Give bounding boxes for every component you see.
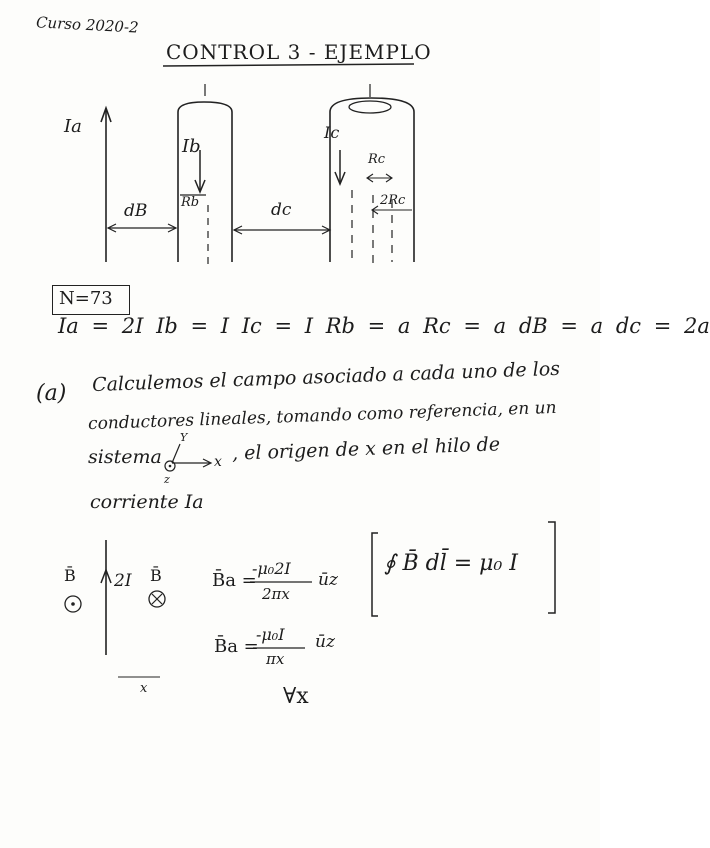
solution-line-4: corriente Ia <box>90 491 204 513</box>
label-ic: Ic <box>324 123 340 142</box>
eq1-numerator: -μ₀2I <box>252 559 291 578</box>
cylinder-b <box>178 102 232 262</box>
eq2-lhs: B̄a = <box>214 636 259 657</box>
solution-line-2: conductores lineales, tomando como referencia, en un <box>87 397 557 435</box>
n-box <box>52 285 130 315</box>
eq1-lhs: B̄a = <box>212 570 257 591</box>
part-label: (a) <box>36 381 67 406</box>
eq2-numerator: -μ₀I <box>256 625 285 644</box>
cylinder-c-hole <box>349 101 391 113</box>
cylinder-c <box>330 98 414 262</box>
label-rb: Rb <box>181 195 200 210</box>
title-underline <box>163 64 414 66</box>
bracket-right <box>548 522 555 613</box>
label-db: dB <box>124 201 148 221</box>
n-label: N=73 <box>59 288 113 309</box>
axis-y-arrow <box>172 444 180 463</box>
current-2i-label: 2I <box>114 571 132 591</box>
solution-line-3-start: sistema <box>88 446 162 468</box>
ampere-law: ∮ B̄ dl̄ = μ₀ I <box>384 551 518 576</box>
b-right-label: B̄ <box>150 566 162 585</box>
label-dc: dc <box>271 200 292 220</box>
axis-y-label: Y <box>180 431 188 444</box>
eq1-unit: ūz <box>318 570 338 590</box>
solution-line-3-end: , el origen de x en el hilo de <box>231 433 501 465</box>
page-title: CONTROL 3 - EJEMPLO <box>166 40 432 64</box>
axis-x-label: x <box>214 454 222 470</box>
label-ia: Ia <box>64 116 82 137</box>
label-2rc: 2Rc <box>380 193 406 208</box>
label-ib: Ib <box>182 136 201 157</box>
x-label: x <box>140 681 148 696</box>
forall-x: ∀x <box>283 684 309 709</box>
solution-line-1: Calculemos el campo asociado a cada uno de los <box>91 357 561 397</box>
label-rc: Rc <box>368 152 386 167</box>
b-left-label: B̄ <box>64 566 76 585</box>
bracket-left <box>372 533 378 616</box>
eq2-unit: ūz <box>315 632 335 652</box>
course-label: Curso 2020-2 <box>35 13 140 37</box>
axis-z-label: z <box>164 473 170 486</box>
problem-parameters: Ia = 2I Ib = I Ic = I Rb = a Rc = a dB = a dc = 2a <box>58 314 710 338</box>
eq1-denominator: 2πx <box>262 585 290 603</box>
eq2-denominator: πx <box>266 650 285 668</box>
